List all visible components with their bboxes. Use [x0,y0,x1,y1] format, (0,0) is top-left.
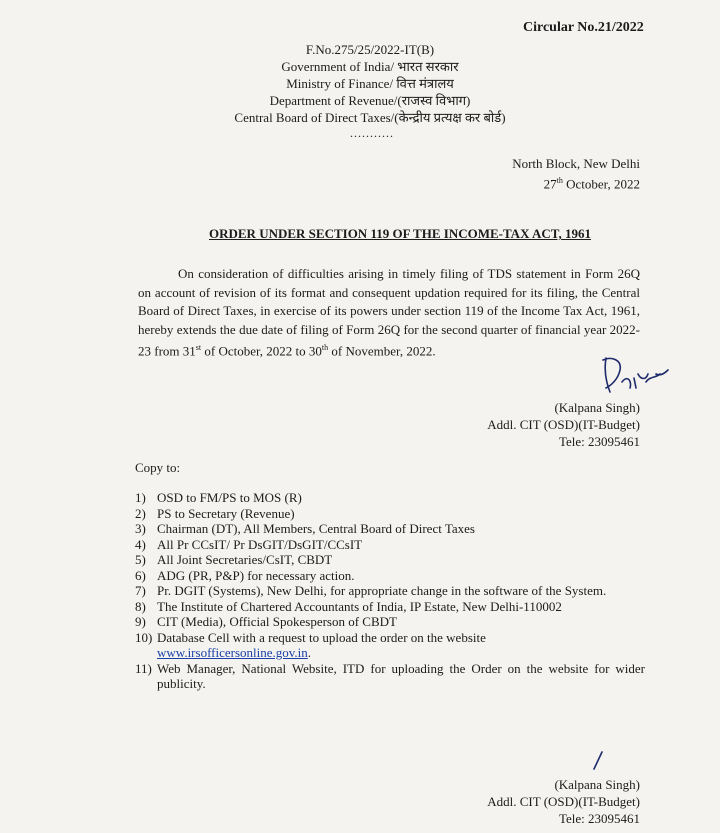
header-separator: ........... [350,126,394,140]
circular-number: Circular No.21/2022 [523,20,644,35]
signatory-name: (Kalpana Singh) [554,400,640,415]
signatory-name-copy: (Kalpana Singh) [554,777,640,792]
list-item: 11) Web Manager, National Website, ITD for uploading the Order on the website for wider publicity. [135,660,645,691]
signatory-designation: Addl. CIT (OSD)(IT-Budget) [487,417,640,432]
copy-to-list [135,490,645,692]
list-item: 7) Pr. DGIT (Systems), New Delhi, for appropriate change in the software of the System. [135,583,607,598]
place-line: North Block, New Delhi [512,156,640,171]
list-item: 5) All Joint Secretaries/CsIT, CBDT [135,552,333,567]
order-body-paragraph: On consideration of difficulties arising in timely filing of TDS statement in Form 26Q on account of revision of its format and consequent updation required for its filing, the Central Board of Direct Taxes, in exercise of its powers under section 119 of the Income Tax Act, 1961, hereby extends the due date of filing of Form 26Q for the second quarter of financial year 2022-23 from 31st of October, 2022 to 30th of November, 2022. [138,266,640,359]
list-item: 4) All Pr CCsIT/ Pr DsGIT/DsGIT/CCsIT [135,536,363,552]
signatory-designation-copy: Addl. CIT (OSD)(IT-Budget) [487,794,640,809]
signature-mark [600,352,672,398]
header-department: Department of Revenue/(राजस्व विभाग) [269,93,471,108]
signature-stroke [588,750,608,772]
website-link[interactable]: www.irsofficersonline.gov.in [157,645,308,660]
file-number: F.No.275/25/2022-IT(B) [305,42,435,57]
list-item: 3) Chairman (DT), All Members, Central Board of Direct Taxes [135,521,475,536]
header-board: Central Board of Direct Taxes/(केन्द्रीय प्रत्यक्ष कर बोर्ड) [234,110,506,125]
list-item: 1) OSD to FM/PS to MOS (R) [135,490,302,505]
header-government: Government of India/ भारत सरकार [281,59,459,74]
date-line: 27th October, 2022 [543,176,640,192]
copy-to-label: Copy to: [135,460,181,475]
signatory-tele-copy: Tele: 23095461 [558,811,640,826]
header-ministry: Ministry of Finance/ वित्त मंत्रालय [286,76,454,91]
list-item: 10) Database Cell with a request to upload the order on the website www.irsofficersonline.gov.in. [135,629,486,660]
list-item: 8) The Institute of Chartered Accountants of India, IP Estate, New Delhi-110002 [135,598,562,614]
list-item: 2) PS to Secretary (Revenue) [135,505,295,521]
list-item: 6) ADG (PR, P&P) for necessary action. [135,567,355,583]
list-item: 9) CIT (Media), Official Spokesperson of CBDT [135,614,397,629]
signatory-tele: Tele: 23095461 [558,434,640,449]
order-title: ORDER UNDER SECTION 119 OF THE INCOME-TAX ACT, 1961 [209,226,591,241]
